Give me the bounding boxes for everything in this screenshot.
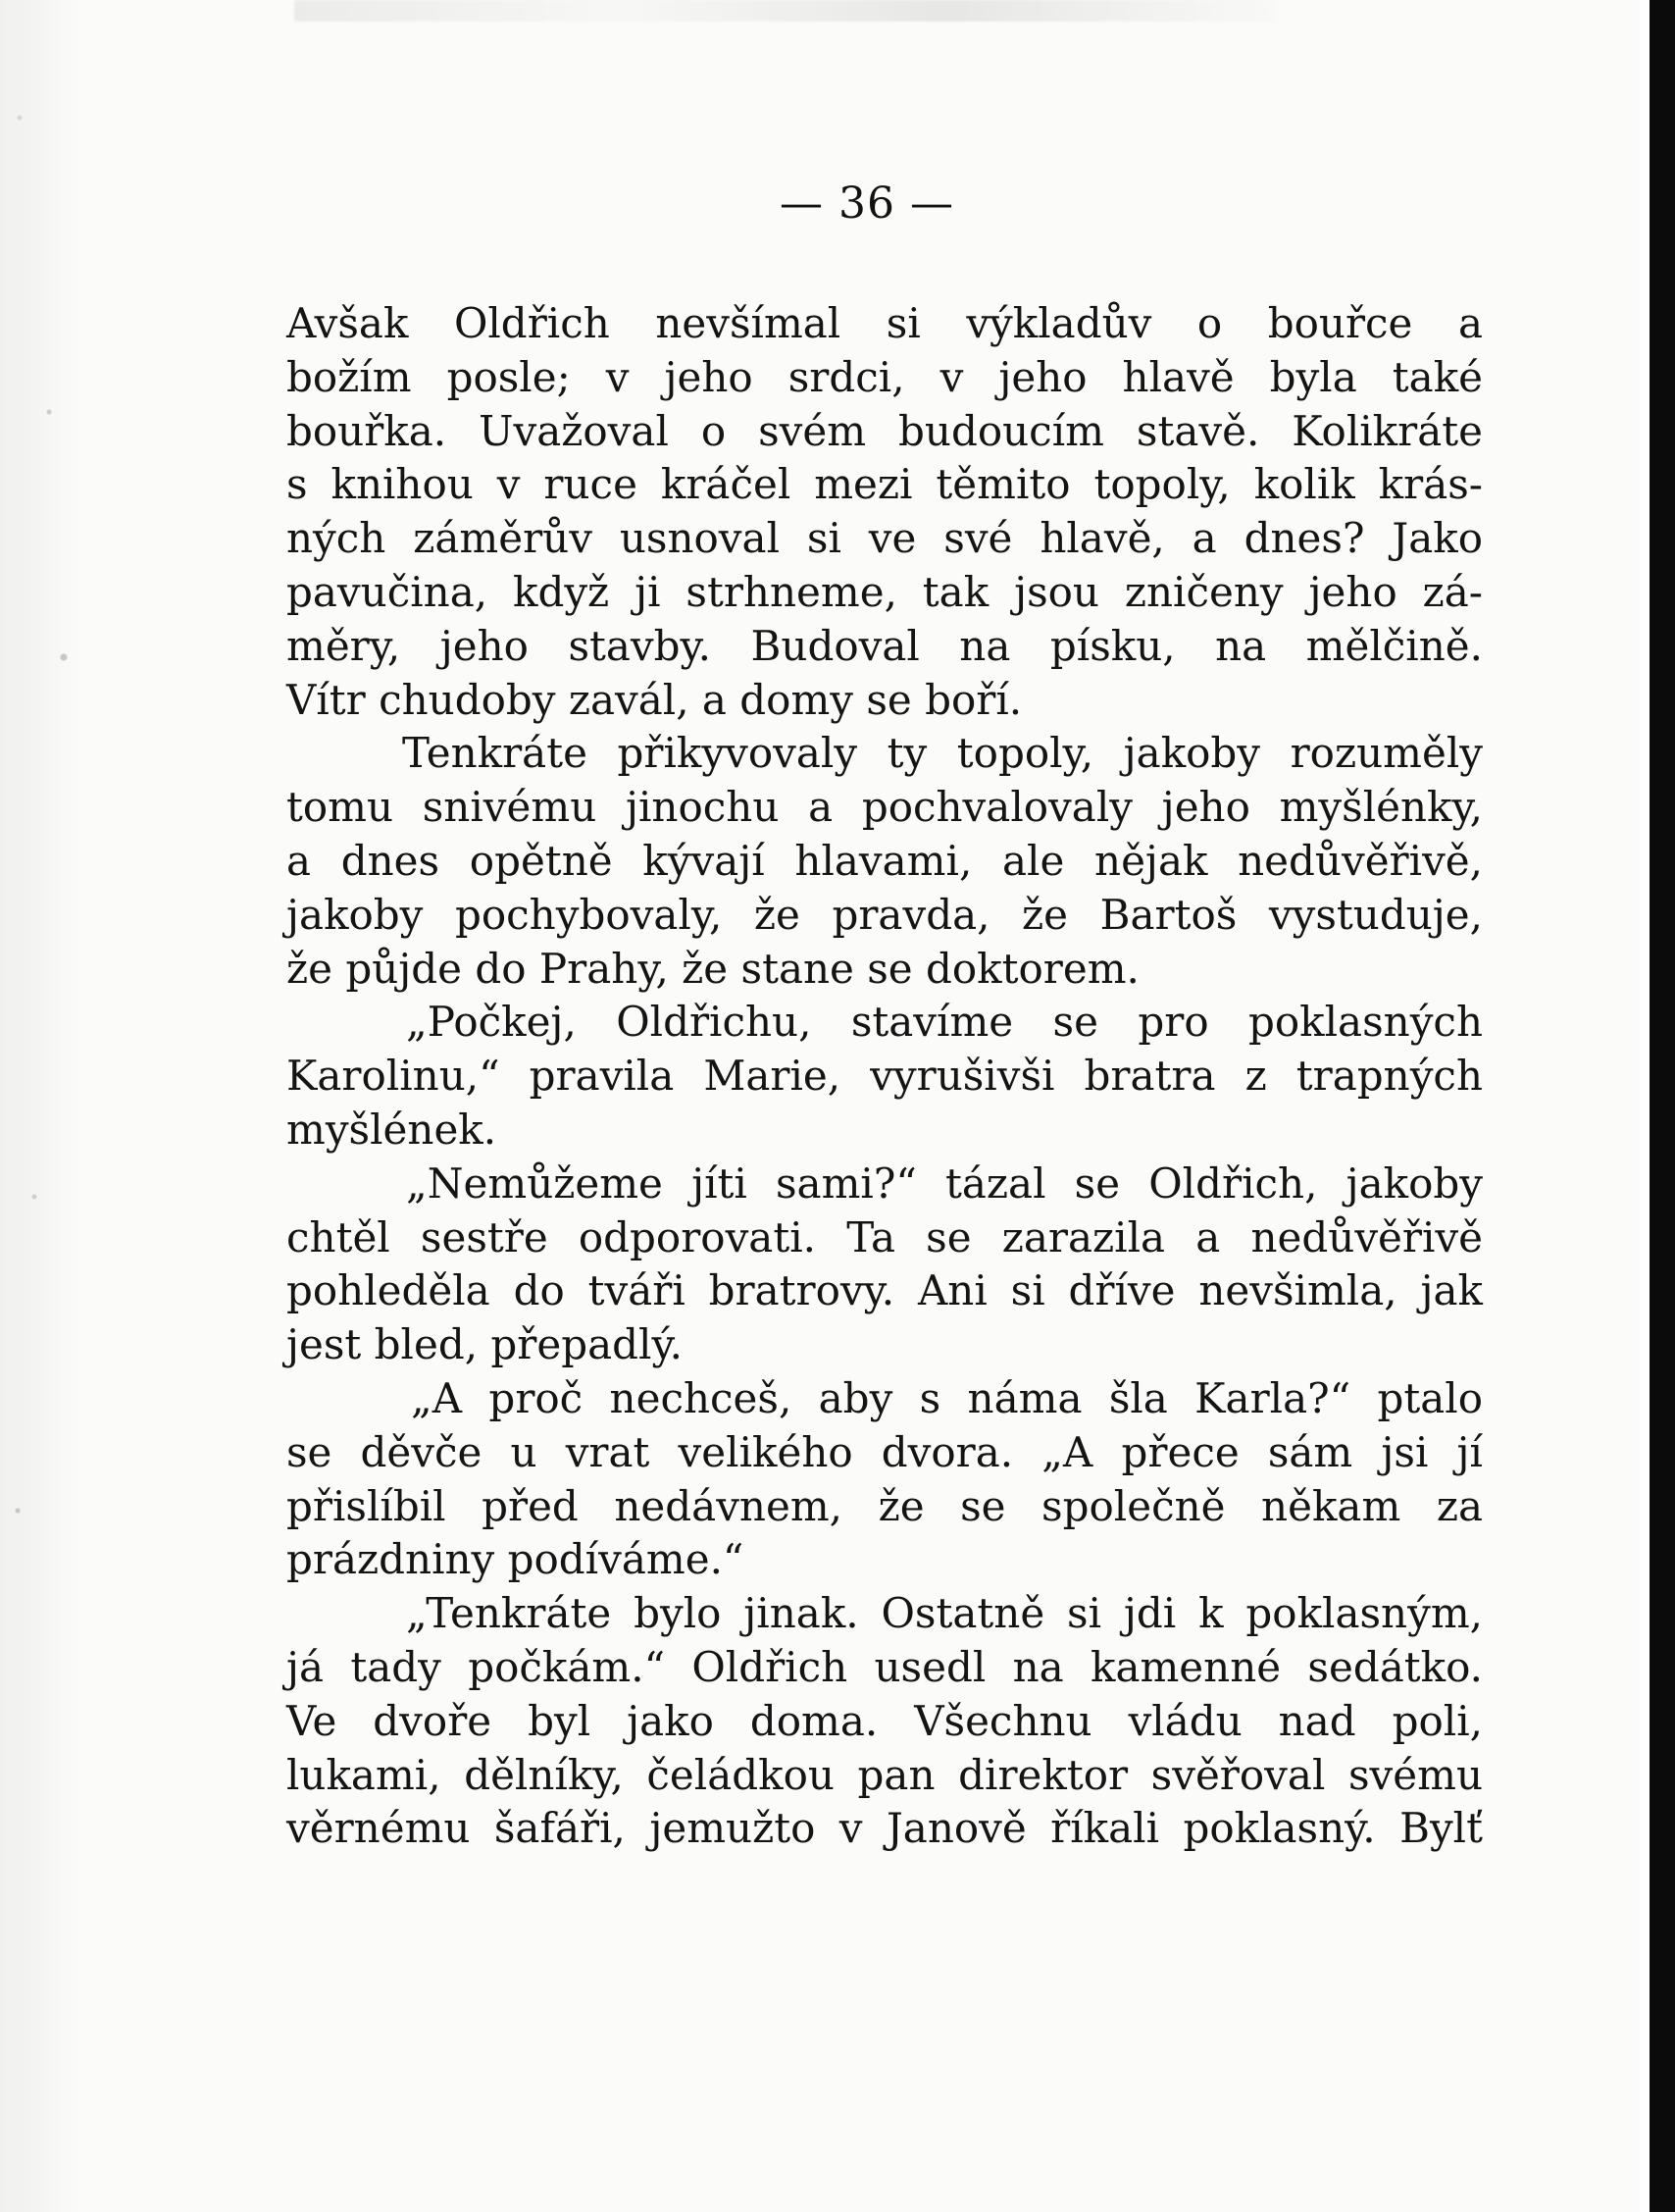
text-line-12: jakoby pochybovaly, že pravda, že Bartoš vystuduje, <box>286 890 1483 939</box>
text-line-23: přislíbil před nedávnem, že se společně někam za <box>286 1481 1483 1530</box>
text-line-1: Avšak Oldřich nevšímal si výkladův o bouřce a <box>286 299 1483 347</box>
text-line-26: já tady počkám.“ Oldřich usedl na kamenné sedátko. <box>286 1642 1483 1691</box>
main-text-block <box>286 297 1483 1856</box>
text-line-2: božím posle; v jeho srdci, v jeho hlavě byla také <box>286 352 1483 401</box>
text-line-29: věrnému šafáři, jemužto v Janově říkali poklasný. Bylť <box>286 1804 1483 1853</box>
text-line-25: „Tenkráte bylo jinak. Ostatně si jdi k poklasným, <box>406 1589 1483 1638</box>
text-line-24: prázdniny podíváme.“ <box>286 1535 744 1584</box>
scan-top-noise <box>294 0 1275 22</box>
text-line-16: myšlének. <box>286 1105 497 1154</box>
page-number: — 36 — <box>780 179 954 229</box>
text-line-3: bouřka. Uvažoval o svém budoucím stavě. Kolikráte <box>286 406 1483 455</box>
text-line-22: se děvče u vrat velikého dvora. „A přece sám jsi jí <box>286 1427 1483 1476</box>
scan-edge-speckle <box>0 0 88 2212</box>
text-line-5: ných záměrův usnoval si ve své hlavě, a dnes? Jako <box>286 514 1483 563</box>
text-line-13: že půjde do Prahy, že stane se doktorem. <box>286 944 1140 993</box>
text-line-7: měry, jeho stavby. Budoval na písku, na mělčině. <box>286 621 1483 670</box>
text-line-11: a dnes opětně kývají hlavami, ale nějak nedůvěřivě, <box>286 836 1483 885</box>
text-line-27: Ve dvoře byl jako doma. Všechnu vládu nad poli, <box>286 1696 1483 1745</box>
text-line-21: „A proč nechceš, aby s náma šla Karla?“ ptalo <box>411 1373 1483 1422</box>
text-line-20: jest bled, přepadlý. <box>286 1320 683 1369</box>
text-line-9: Tenkráte přikyvovaly ty topoly, jakoby rozuměly <box>402 729 1483 778</box>
text-line-8: Vítr chudoby zavál, a domy se boří. <box>286 675 1023 724</box>
text-line-4: s knihou v ruce kráčel mezi těmito topoly, kolik krás- <box>286 460 1483 509</box>
text-line-14: „Počkej, Oldřichu, stavíme se pro poklasných <box>406 998 1483 1047</box>
text-line-15: Karolinu,“ pravila Marie, vyrušivši bratra z trapných <box>286 1052 1483 1101</box>
text-line-6: pavučina, když ji strhneme, tak jsou zničeny jeho zá- <box>286 567 1483 616</box>
text-line-10: tomu snivému jinochu a pochvalovaly jeho myšlénky, <box>286 783 1483 832</box>
text-line-18: chtěl sestře odporovati. Ta se zarazila a nedůvěřivě <box>286 1212 1483 1261</box>
text-line-17: „Nemůžeme jíti sami?“ tázal se Oldřich, jakoby <box>406 1158 1483 1208</box>
text-line-19: pohleděla do tváři bratrovy. Ani si dříve nevšimla, jak <box>286 1266 1483 1315</box>
scan-right-border <box>1640 0 1675 2212</box>
text-line-28: lukami, dělníky, čeládkou pan direktor svěřoval svému <box>286 1750 1483 1799</box>
